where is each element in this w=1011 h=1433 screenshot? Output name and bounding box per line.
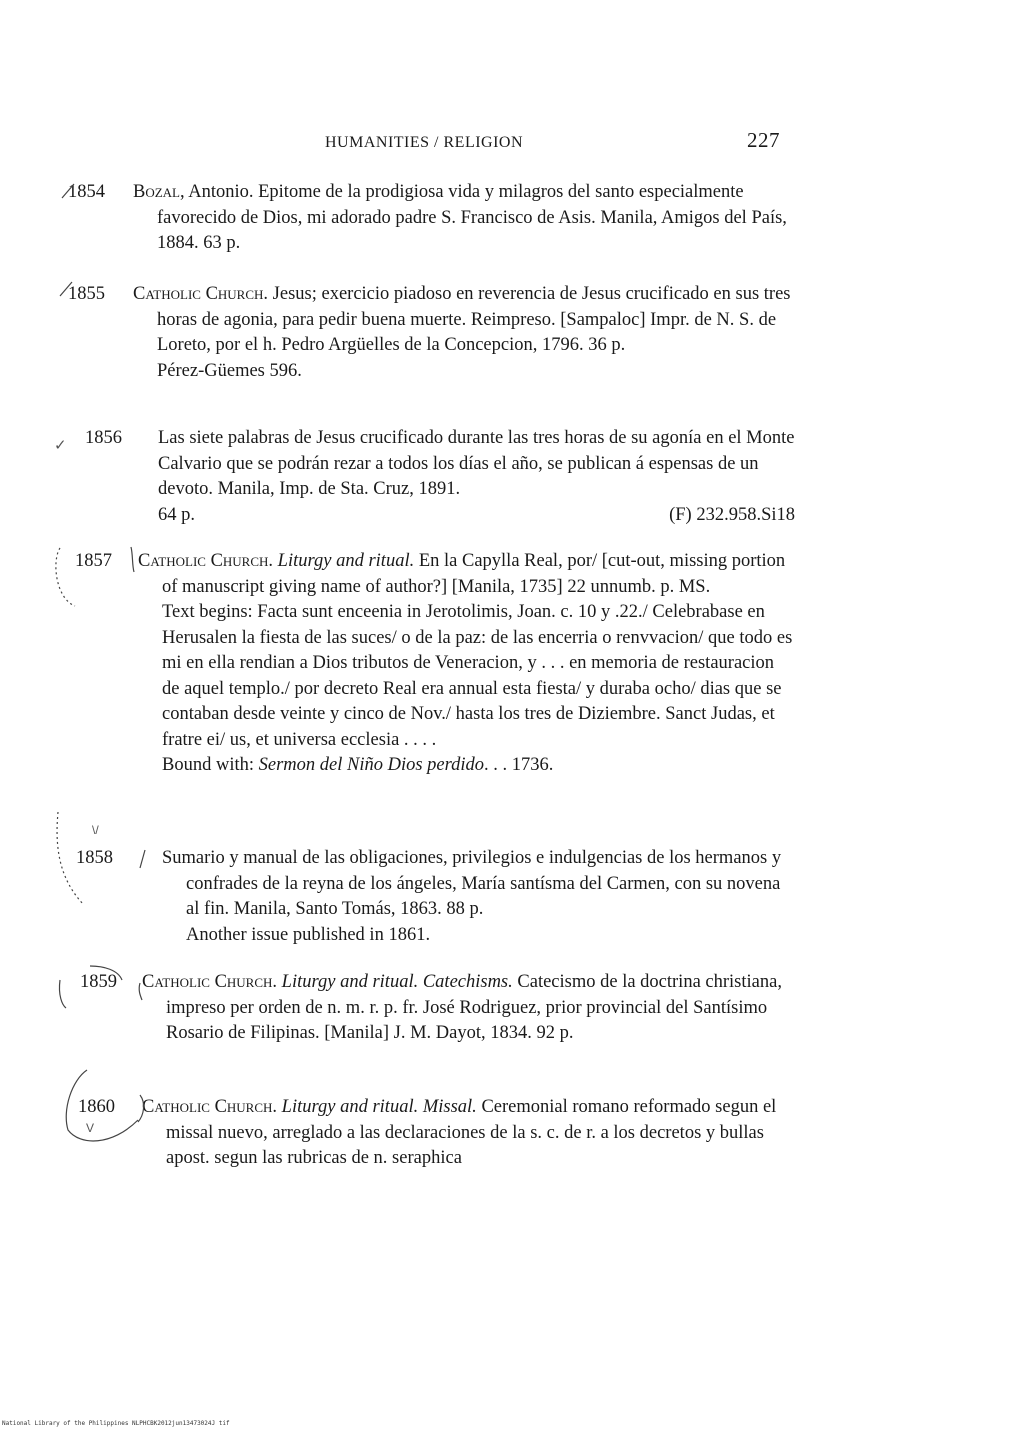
entry-description: Antonio. Epitome de la prodigiosa vida y milagros del santo especialmente favorecido de Dios, mi adorado padre S. Francisco de Asis. Manila, Amigos del País, 1884. 63 p. (157, 182, 787, 253)
entry-number: 1854 (68, 182, 105, 202)
entry-author: Catholic Church. (138, 551, 274, 571)
call-number: (F) 232.958.Si18 (669, 504, 795, 525)
entry-number: 1856 (85, 428, 122, 448)
entry-bound-with: Bound with: Sermon del Niño Dios perdido. . . 1736. (162, 755, 554, 775)
entry-author: Bozal, (133, 182, 185, 202)
entry-number: 1860 (78, 1097, 115, 1117)
handwritten-v-icon: V (86, 1121, 95, 1135)
handwritten-check-icon: ✓ (54, 437, 67, 454)
entry-note: Text begins: Facta sunt enceenia in Jerotolimis, Joan. c. 10 y .22./ Celebrabase en Herusalen la fiesta de las suces/ o de la paz: de las encerria o renvvacion/ que todo es mi en ella rendian a Dios tributos de Veneracion, y . . . en memoria de restauracion de aquel templo./ por decreto Real era annual esta fiesta/ y duraba ocho/ dias que se contaban desde veinte y cinco de Nov./ hasta los tres de Diziembre. Sanct Judas, et fratre ei/ us, et universa ecclesia . . . . (162, 602, 793, 750)
entry-description: Ceremonial romano reformado segun el missal nuevo, arreglado a las declaraciones de la s. c. de r. a los decretos y bullas apost. segun las rubricas de n. seraphica (166, 1097, 777, 1168)
entry-subject: Liturgy and ritual. Catechisms. (281, 972, 513, 992)
entry-author: Catholic Church. (133, 284, 269, 304)
entry-description: En la Capylla Real, por/ [cut-out, missing portion of manuscript giving name of author?] [Manila, 1735] 22 unnumb. p. MS. (162, 551, 786, 597)
entry-note: Another issue published in 1861. (186, 924, 431, 945)
entry-number: 1859 (80, 972, 117, 992)
page-number: 227 (747, 128, 780, 152)
entry-subject: Liturgy and ritual. Missal. (281, 1097, 477, 1117)
entry-description: Sumario y manual de las obligaciones, privilegios e indulgencias de los hermanos y confrades de la reyna de los ángeles, María santísma del Carmen, con su novena al fin. Manila, Santo Tomás, 1863. 88 p. (162, 848, 782, 919)
entry-pages: 64 p. (158, 504, 195, 525)
section-title: HUMANITIES / RELIGION (325, 134, 524, 151)
scan-footer: National Library of the Philippines NLPHCBK2012jun13473024J tif (2, 1420, 230, 1427)
entry-subject: Liturgy and ritual. (277, 551, 415, 571)
entry-author: Catholic Church. (142, 1097, 278, 1117)
entry-number: 1858 (76, 848, 113, 868)
entry-number: 1855 (68, 284, 105, 304)
entry-number: 1857 (75, 551, 112, 571)
handwritten-tick-icon: \/ (92, 823, 99, 837)
entry-description: Las siete palabras de Jesus crucificado durante las tres horas de su agonía en el Monte Calvario que se podrán rezar a todos los días el año, se publican á espensas de un devoto. Manila, Imp. de Sta. Cruz, 1891. (158, 428, 795, 499)
entry-description: Catecismo de la doctrina christiana, impreso per orden de n. m. r. p. fr. José Rodriguez, prior provincial del Santísimo Rosario de Filipinas. [Manila] J. M. Dayot, 1834. 92 p. (166, 972, 782, 1043)
entry-note: Pérez-Güemes 596. (157, 360, 302, 381)
entry-description: Jesus; exercicio piadoso en reverencia de Jesus crucificado en sus tres horas de agonia, para pedir buena muerte. Reimpreso. [Sampaloc] Impr. de N. S. de Loreto, por el h. Pedro Argüelles de la Concepcion, 1796. 36 p. (157, 284, 791, 355)
entry-author: Catholic Church. (142, 972, 278, 992)
